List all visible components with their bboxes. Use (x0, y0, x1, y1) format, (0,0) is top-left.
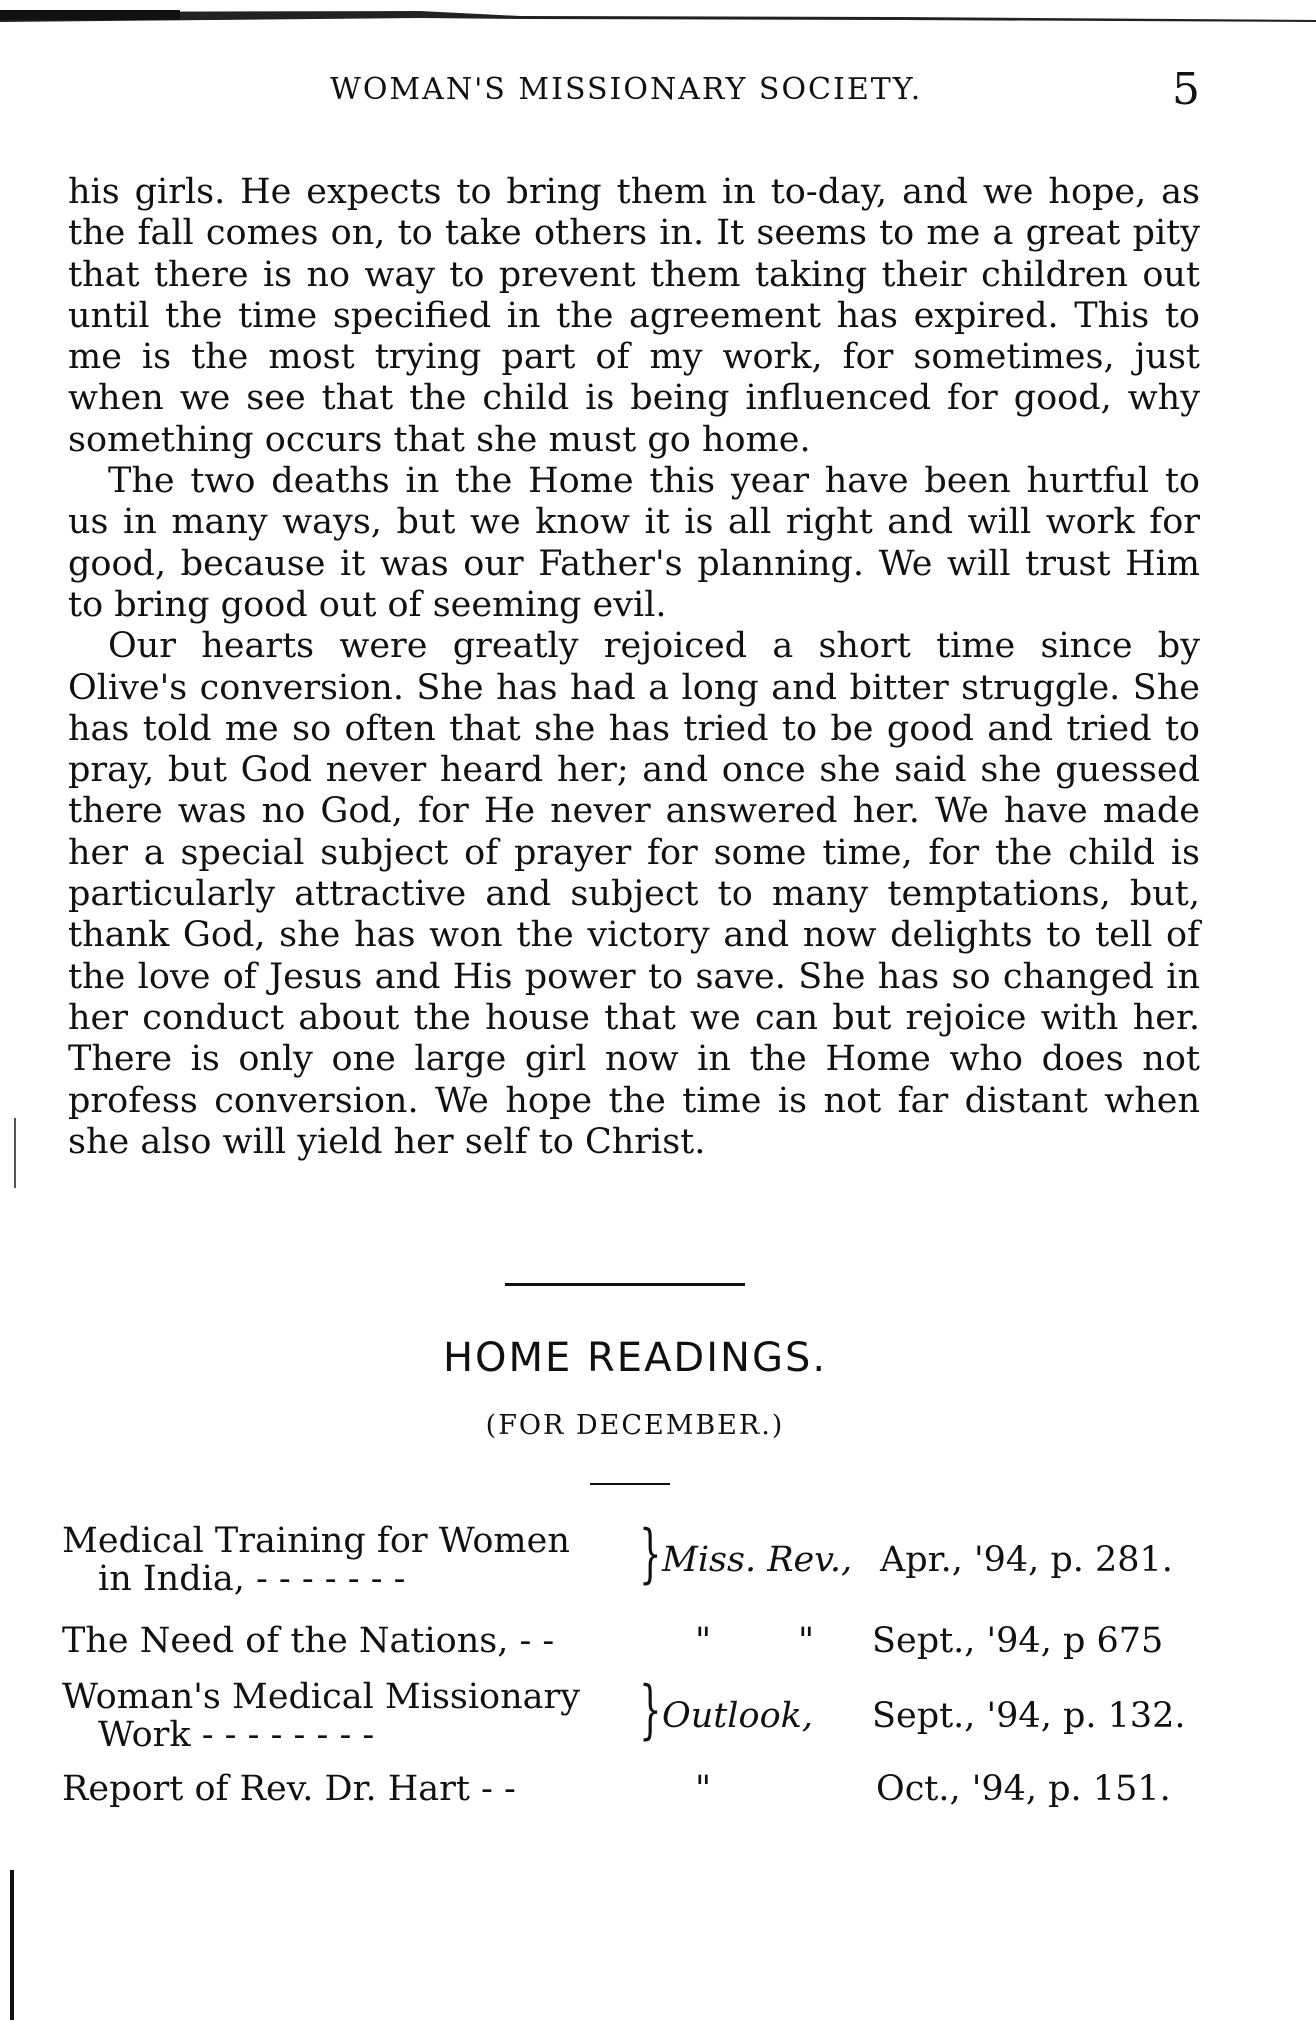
reading-source: Outlook, (662, 1696, 813, 1736)
ditto-mark: " (695, 1621, 712, 1661)
scan-margin-mark (14, 1118, 16, 1188)
reading-date: Sept., '94, p. 132. (872, 1696, 1186, 1736)
paragraph: Our hearts were greatly rejoiced a short time since by Olive's conversion. She has had a long and bitter struggle. She has told me so often that she has tried to be good and tried to pray, but God never heard her; and once she said she guessed there was no God, for He never answered her. We have made her a special subject of prayer for some time, for the child is particularly attractive and subject to many temptations, but, thank God, she has won the victory and now delights to tell of the love of Jesus and His power to save. She has so changed in her conduct about the house that we can but rejoice with her. There is only one large girl now in the Home who does not profess conversion. We hope the time is not far distant when she also will yield her self to Christ. (68, 626, 1200, 1162)
reading-title: Medical Training for Women (62, 1521, 570, 1561)
reading-date: Apr., '94, p. 281. (880, 1540, 1173, 1580)
section-title: HOME READINGS. (442, 1335, 828, 1381)
running-title: WOMAN'S MISSIONARY SOCIETY. (330, 72, 923, 107)
section-subtitle: (FOR DECEMBER.) (485, 1410, 785, 1441)
paragraph: his girls. He expects to bring them in to-day, and we hope, as the fall comes on, to take others in. It seems to me a great pity that there is no way to prevent them taking their children out until the time specified in the agreement has expired. This to me is the most trying part of my work, for sometimes, just when we see that the child is being influenced for good, why something occurs that she must go home. (68, 172, 1200, 460)
reading-source: Miss. Rev., (662, 1540, 853, 1580)
reading-title: Woman's Medical Missionary (62, 1677, 581, 1717)
grouping-brace: } (639, 1673, 662, 1747)
reading-date: Oct., '94, p. 151. (876, 1769, 1171, 1809)
paragraph: The two deaths in the Home this year have been hurtful to us in many ways, but we know it is all right and will work for good, because it was our Father's planning. We will trust Him to bring good out of seeming evil. (68, 461, 1200, 625)
scan-margin-mark (10, 1870, 14, 2020)
page-number: 5 (1172, 64, 1200, 115)
reading-title: The Need of the Nations, - - (62, 1621, 555, 1661)
ditto-mark: " (695, 1769, 712, 1809)
reading-date: Sept., '94, p 675 (872, 1621, 1164, 1661)
reading-title-continued: Work - - - - - - - - (98, 1715, 375, 1755)
reading-title: Report of Rev. Dr. Hart - - (62, 1769, 516, 1809)
ditto-mark: " (798, 1621, 815, 1661)
grouping-brace: } (639, 1517, 662, 1591)
reading-title-continued: in India, - - - - - - - (98, 1559, 406, 1599)
